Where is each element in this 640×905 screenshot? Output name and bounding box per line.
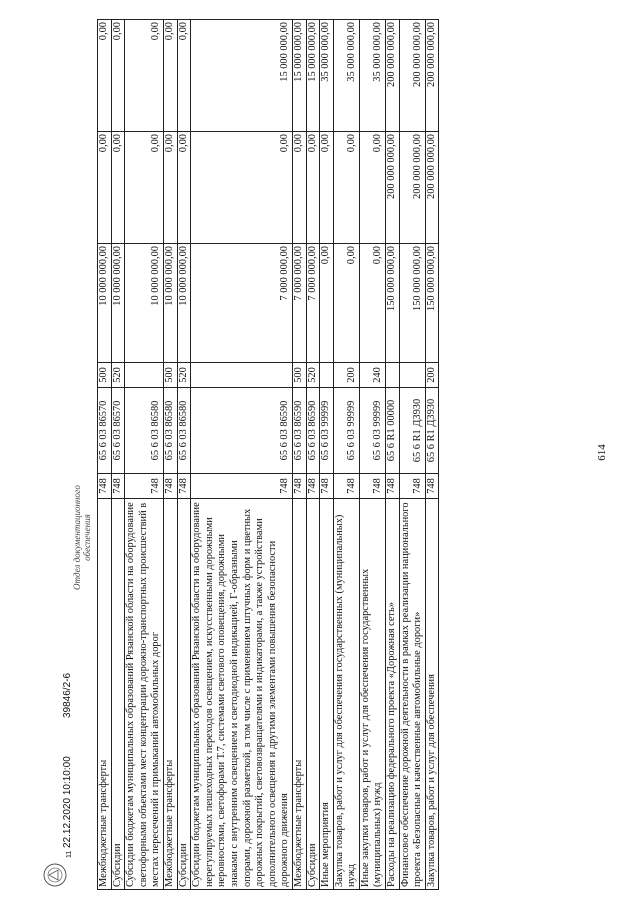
row-sum-2: 0,00 [163,132,177,244]
row-expense-type: 520 [306,363,320,388]
row-name: Субсидии [306,499,320,890]
row-expense-type [125,363,164,388]
row-target-article: 65 6 03 99999 [320,388,334,474]
row-sum-2: 0,00 [111,132,125,244]
row-sum-2: 0,00 [333,132,359,244]
row-expense-type: 500 [292,363,306,388]
row-sum-2: 0,00 [359,132,385,244]
row-name: Финансовое обеспечение дорожной деятельности в рамках реализации национального проекта «Безопасные и качественные автомобильные дороги» [399,499,425,890]
row-sum-1: 0,00 [320,244,334,363]
row-expense-type [399,363,425,388]
row-sum-3: 200 000 000,00 [386,20,400,132]
row-sum-3: 35 000 000,00 [359,20,385,132]
row-sum-3: 0,00 [163,20,177,132]
row-expense-type: 200 [333,363,359,388]
row-sum-3: 15 000 000,00 [191,20,293,132]
row-expense-type: 520 [111,363,125,388]
footer-department [72,485,92,590]
row-gr-code: 748 [306,474,320,499]
row-sum-2: 0,00 [191,132,293,244]
row-sum-2: 0,00 [125,132,164,244]
row-expense-type: 500 [98,363,112,388]
row-sum-3: 15 000 000,00 [306,20,320,132]
row-sum-3: 35 000 000,00 [333,20,359,132]
row-name: Межбюджетные трансферты [292,499,306,890]
row-target-article: 65 6 03 86580 [177,388,191,474]
row-sum-2: 0,00 [292,132,306,244]
row-sum-1: 0,00 [359,244,385,363]
table-row [177,20,191,890]
row-target-article: 65 6 03 86570 [98,388,112,474]
row-gr-code: 748 [177,474,191,499]
row-gr-code: 748 [386,474,400,499]
footer-small-code: 11 [66,850,73,858]
footer-doc-code: 39846/2-6 [62,672,73,718]
row-sum-3: 200 000 000,00 [399,20,425,132]
row-gr-code: 748 [111,474,125,499]
row-gr-code: 748 [191,474,293,499]
budget-table [97,19,439,890]
table-row [333,20,359,890]
table-row [125,20,164,890]
row-name: Субсидии бюджетам муниципальных образований Рязанской области на оборудование нерегулируемых пешеходных переходов освещением, искусственными дорожными неровностями, светофорами Т.7, системами светового оповещения, дорожными знаками с внутренним освещением и светодиодной индикацией, Г-образными опорами, дорожной разметкой, в том числе с применением штучных форм и цветных дорожных покрытий, световозвращателями и индикаторами, а также устройствами дополнительного освещения и другими элементами повышения безопасности дорожного движения [191,499,293,890]
row-name: Закупка товаров, работ и услуг для обеспечения государственных (муниципальных) нужд [333,499,359,890]
row-sum-1: 10 000 000,00 [98,244,112,363]
row-gr-code: 748 [163,474,177,499]
row-sum-1: 10 000 000,00 [177,244,191,363]
row-sum-3: 15 000 000,00 [292,20,306,132]
row-sum-1: 7 000 000,00 [306,244,320,363]
row-sum-1: 7 000 000,00 [191,244,293,363]
row-target-article: 65 6 03 99999 [333,388,359,474]
row-target-article: 65 6 03 99999 [359,388,385,474]
row-target-article: 65 6 03 86570 [111,388,125,474]
row-gr-code: 748 [399,474,425,499]
row-sum-1: 7 000 000,00 [292,244,306,363]
row-sum-2: 200 000 000,00 [425,132,439,244]
table-row [425,20,439,890]
table-row [111,20,125,890]
row-expense-type [320,363,334,388]
row-name: Субсидии бюджетам муниципальных образований Рязанской области на оборудование светофорными объектами мест концентрации дорожно-транспортных происшествий в местах пересечений и примыканий автомобильных дорог [125,499,164,890]
row-name: Иные закупки товаров, работ и услуг для обеспечения государственных (муниципальных) нужд [359,499,385,890]
table-row [386,20,400,890]
row-target-article: 65 6 03 86590 [306,388,320,474]
row-sum-3: 0,00 [177,20,191,132]
row-target-article: 65 6 R1 Д3930 [425,388,439,474]
row-gr-code: 748 [425,474,439,499]
row-target-article: 65 6 03 86590 [292,388,306,474]
row-gr-code: 748 [359,474,385,499]
row-sum-2: 0,00 [177,132,191,244]
row-target-article: 65 6 R1 00000 [386,388,400,474]
row-target-article: 65 6 03 86590 [191,388,293,474]
row-sum-1: 10 000 000,00 [125,244,164,363]
table-row [306,20,320,890]
row-gr-code: 748 [125,474,164,499]
row-sum-3: 0,00 [111,20,125,132]
row-target-article: 65 6 03 86580 [125,388,164,474]
row-sum-1: 150 000 000,00 [386,244,400,363]
row-name: Расходы на реализацию федерального проекта «Дорожная сеть» [386,499,400,890]
row-sum-2: 200 000 000,00 [399,132,425,244]
row-sum-2: 200 000 000,00 [386,132,400,244]
page-number: 614 [596,444,608,461]
row-name: Иные мероприятия [320,499,334,890]
row-gr-code: 748 [320,474,334,499]
table-row [98,20,112,890]
emblem-icon [42,862,68,888]
row-target-article: 65 6 03 86580 [163,388,177,474]
row-sum-2: 0,00 [306,132,320,244]
row-expense-type [386,363,400,388]
table-row [359,20,385,890]
row-expense-type [191,363,293,388]
row-sum-1: 10 000 000,00 [111,244,125,363]
document-footer [14,20,92,890]
row-sum-1: 150 000 000,00 [399,244,425,363]
row-name: Межбюджетные трансферты [163,499,177,890]
row-gr-code: 748 [292,474,306,499]
row-name: Субсидии [177,499,191,890]
row-name: Субсидии [111,499,125,890]
row-sum-1: 0,00 [333,244,359,363]
footer-date: 22.12.2020 10:10:00 [62,756,73,848]
row-name: Межбюджетные трансферты [98,499,112,890]
row-expense-type: 520 [177,363,191,388]
row-sum-1: 10 000 000,00 [163,244,177,363]
row-sum-3: 0,00 [125,20,164,132]
row-expense-type: 200 [425,363,439,388]
row-sum-3: 0,00 [98,20,112,132]
table-row [163,20,177,890]
footer-department-line1: Отдел документационного [72,485,82,590]
footer-department-line2: обеспечения [82,514,92,561]
table-row [191,20,293,890]
row-sum-2: 0,00 [98,132,112,244]
row-name: Закупка товаров, работ и услуг для обеспечения [425,499,439,890]
row-sum-1: 150 000 000,00 [425,244,439,363]
row-sum-3: 35 000 000,00 [320,20,334,132]
row-target-article: 65 6 R1 Д3930 [399,388,425,474]
row-sum-3: 200 000 000,00 [425,20,439,132]
row-gr-code: 748 [333,474,359,499]
table-row [292,20,306,890]
row-gr-code: 748 [98,474,112,499]
row-expense-type: 500 [163,363,177,388]
row-expense-type: 240 [359,363,385,388]
row-sum-2: 0,00 [320,132,334,244]
table-row [320,20,334,890]
table-row [399,20,425,890]
